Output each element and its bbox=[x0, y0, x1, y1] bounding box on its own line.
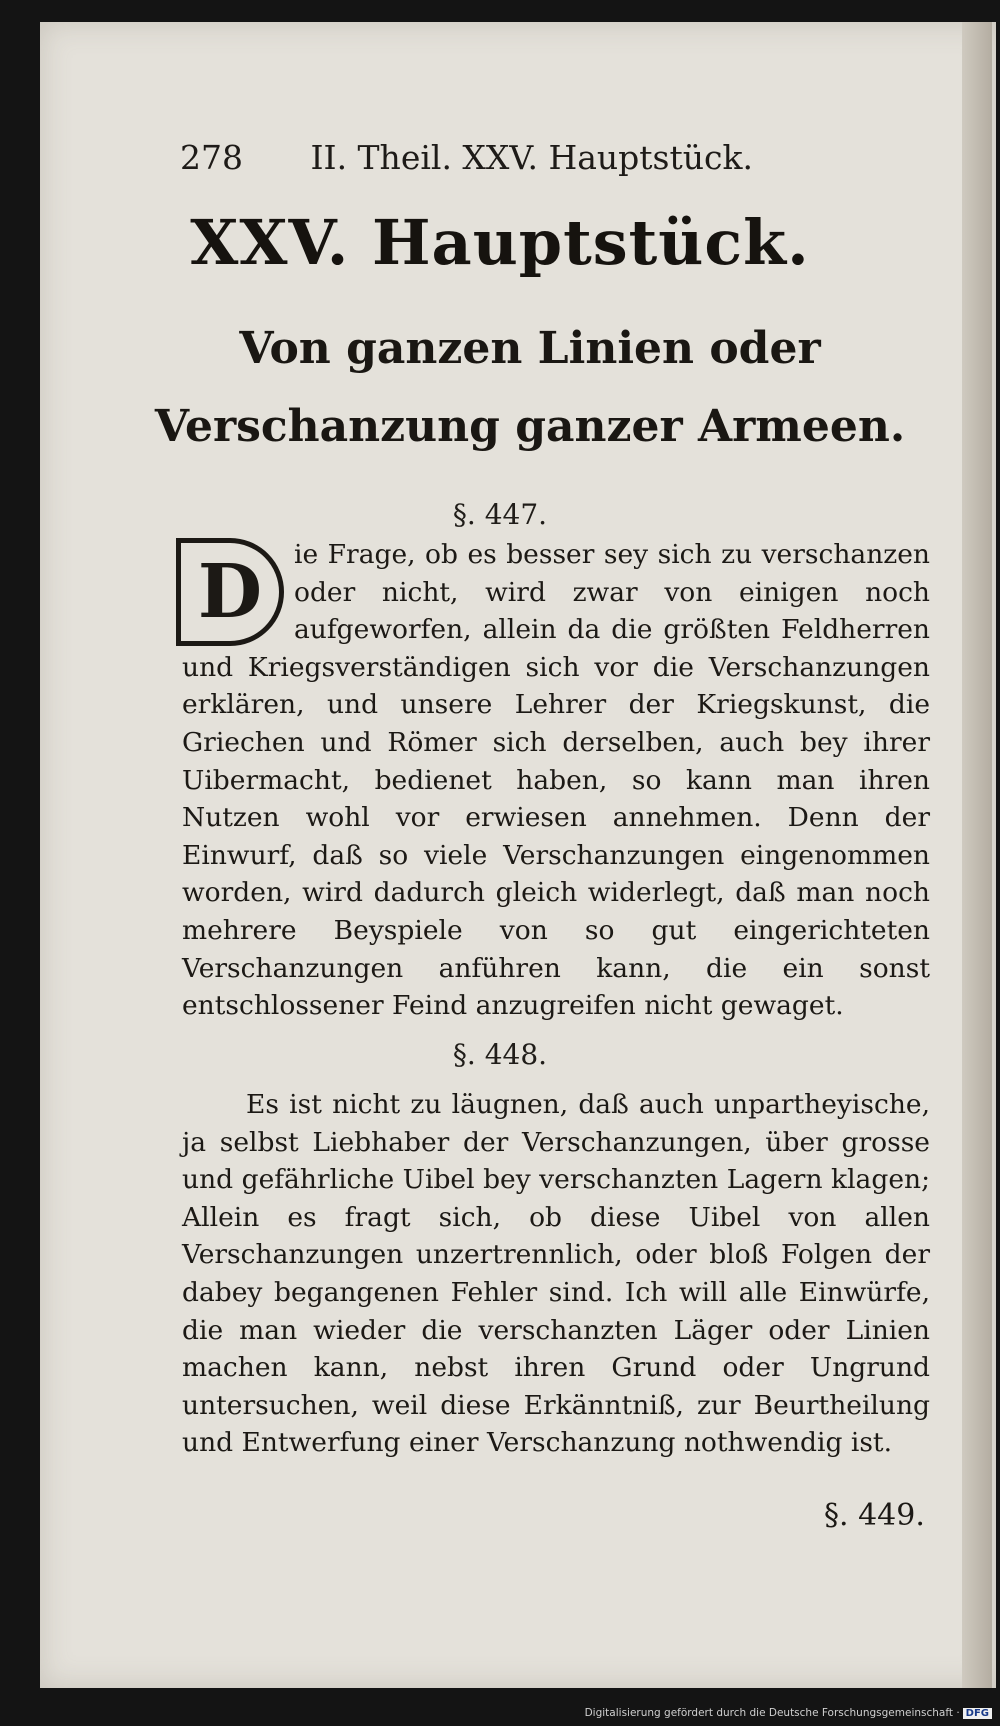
dfg-logo: DFG bbox=[963, 1708, 992, 1719]
footer-text: Digitalisierung gefördert durch die Deutsche Forschungsgemeinschaft · bbox=[584, 1707, 960, 1719]
digitization-footer bbox=[585, 1707, 992, 1719]
catchword: §. 449. bbox=[824, 1498, 925, 1533]
running-title: II. Theil. XXV. Hauptstück. bbox=[310, 138, 753, 177]
paragraph-447 bbox=[182, 536, 930, 1025]
paragraph-447-text: ie Frage, ob es besser sey sich zu verschanzen oder nicht, wird zwar von einigen noch aufgeworfen, allein da die größten Feldherren und Kriegsverständigen sich vor die Verschanzungen erklären, und unsere Lehrer der Kriegskunst, die Griechen und Römer sich derselben, auch bey ihrer Uibermacht, bedienet haben, so kann man ihren Nutzen wohl vor erwiesen annehmen. Denn der Einwurf, daß so viele Verschanzungen eingenommen worden, wird dadurch gleich widerlegt, daß man noch mehrere Beyspiele von so gut eingerichteten Verschanzungen anführen kann, die ein sonst entschlossener Feind anzugreifen nicht gewaget. bbox=[182, 539, 930, 1022]
section-mark-447: §. 447. bbox=[452, 498, 548, 531]
section-mark-448: §. 448. bbox=[452, 1038, 548, 1071]
chapter-title: XXV. Hauptstück. bbox=[190, 206, 810, 279]
page-number: 278 bbox=[180, 138, 243, 177]
running-header bbox=[180, 138, 780, 177]
dropcap-initial: D bbox=[176, 538, 284, 646]
paragraph-448: Es ist nicht zu läugnen, daß auch unpartheyische, ja selbst Liebhaber der Verschanzungen, über grosse und gefährliche Uibel bey verschanzten Lagern klagen; Allein es fragt sich, ob diese Uibel von allen Verschanzungen unzertrennlich, oder bloß Folgen der dabey begangenen Fehler sind. Ich will alle Einwürfe, die man wieder die verschanzten Läger oder Linien machen kann, nebst ihren Grund oder Ungrund untersuchen, weil diese Erkänntniß, zur Beurtheilung und Entwerfung einer Verschanzung nothwendig ist. bbox=[182, 1089, 930, 1459]
chapter-subtitle: Von ganzen Linien oder Verschanzung ganzer Armeen. bbox=[154, 323, 906, 452]
